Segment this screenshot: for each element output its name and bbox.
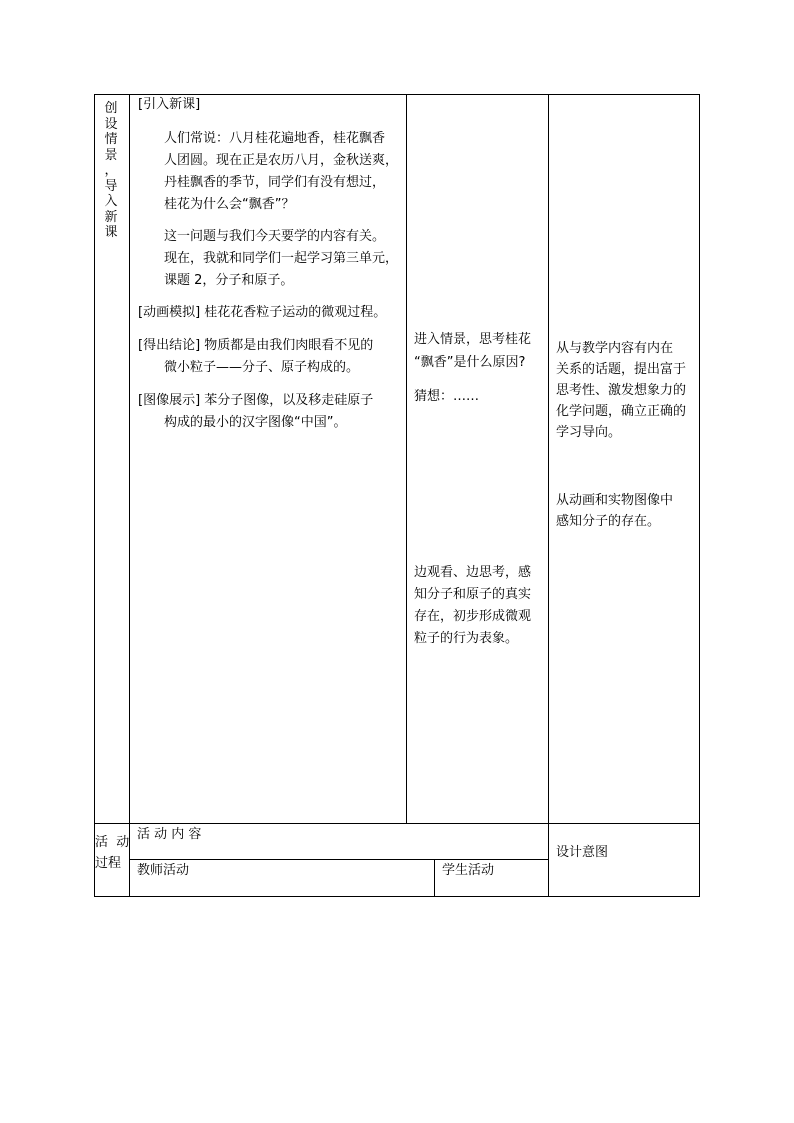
- student-guess: 猜想：……: [414, 389, 480, 404]
- activity-content-header: 活 动 内 容: [137, 827, 202, 842]
- teacher-para1-line: 人团圆。现在正是农历八月，金秋送爽，: [164, 153, 399, 168]
- student-block1-line: 进入情景，思考桂花: [414, 332, 532, 347]
- table-right-border: [699, 94, 700, 897]
- teacher-para2-line: 这一问题与我们今天要学的内容有关。: [164, 229, 386, 244]
- process-label-line: 过程: [95, 856, 122, 871]
- section-label-char: 入: [104, 194, 118, 209]
- teacher-conclusion-line: 微小粒子——分子、原子构成的。: [164, 360, 360, 375]
- label-column-divider: [129, 94, 130, 897]
- teacher-image-show-line: [图像展示] 苯分子图像，以及移走硅原子: [138, 393, 374, 408]
- teacher-student-divider-upper: [406, 94, 407, 823]
- teacher-para1-line: 丹桂飘香的季节，同学们有没有想过，: [164, 175, 386, 190]
- student-block1-line: “飘香”是什么原因?: [414, 355, 526, 370]
- student-block2-line: 边观看、边思考，感: [414, 565, 532, 580]
- table-left-border: [94, 94, 95, 897]
- teacher-animation: [动画模拟] 桂花花香粒子运动的微观过程。: [138, 305, 387, 320]
- teacher-image-show-line: 构成的最小的汉字图像“中国”。: [164, 415, 347, 430]
- teacher-student-divider-lower: [434, 859, 435, 896]
- table-bottom-border: [94, 896, 700, 897]
- section-label-char: 新: [104, 209, 118, 225]
- section-label-char: ，: [104, 163, 118, 178]
- section-label-char: 设: [104, 116, 118, 132]
- intent-block1-line: 思考性、激发想象力的: [556, 383, 687, 398]
- section-label-char: 导: [104, 178, 118, 194]
- teacher-para2-line: 现在，我就和同学们一起学习第三单元，: [164, 251, 399, 266]
- student-activity-header: 学生活动: [442, 863, 495, 878]
- section-label-char: 景: [104, 147, 118, 163]
- section-label-char: 情: [104, 132, 118, 147]
- student-block2-line: 知分子和原子的真实: [414, 587, 532, 602]
- teacher-para1-line: 人们常说：八月桂花遍地香，桂花飘香: [164, 131, 386, 146]
- intent-block1-line: 从与教学内容有内在: [556, 341, 674, 356]
- teacher-heading: [引入新课]: [138, 97, 201, 112]
- process-label-line: 活 动: [95, 835, 130, 850]
- intent-block1-line: 关系的话题，提出富于: [556, 362, 687, 377]
- section-label-create-scenario: [103, 101, 119, 241]
- teacher-activity-header: 教师活动: [137, 863, 190, 878]
- design-intent-header: 设计意图: [556, 845, 609, 860]
- intent-block2-line: 感知分子的存在。: [556, 514, 661, 529]
- student-block2-line: 存在，初步形成微观: [414, 609, 532, 624]
- teacher-para1-line: 桂花为什么会“飘香”？: [164, 197, 295, 212]
- teacher-conclusion-line: [得出结论] 物质都是由我们肉眼看不见的: [138, 338, 374, 353]
- intent-block1-line: 学习导向。: [556, 425, 622, 440]
- student-block2-line: 粒子的行为表象。: [414, 631, 519, 646]
- section-label-char: 创: [104, 101, 118, 116]
- intent-block1-line: 化学问题，确立正确的: [556, 404, 687, 419]
- intent-column-divider: [548, 94, 549, 897]
- section-label-char: 课: [104, 225, 118, 240]
- teacher-para2-line: 课题 2，分子和原子。: [164, 273, 294, 288]
- intent-block2-line: 从动画和实物图像中: [556, 493, 674, 508]
